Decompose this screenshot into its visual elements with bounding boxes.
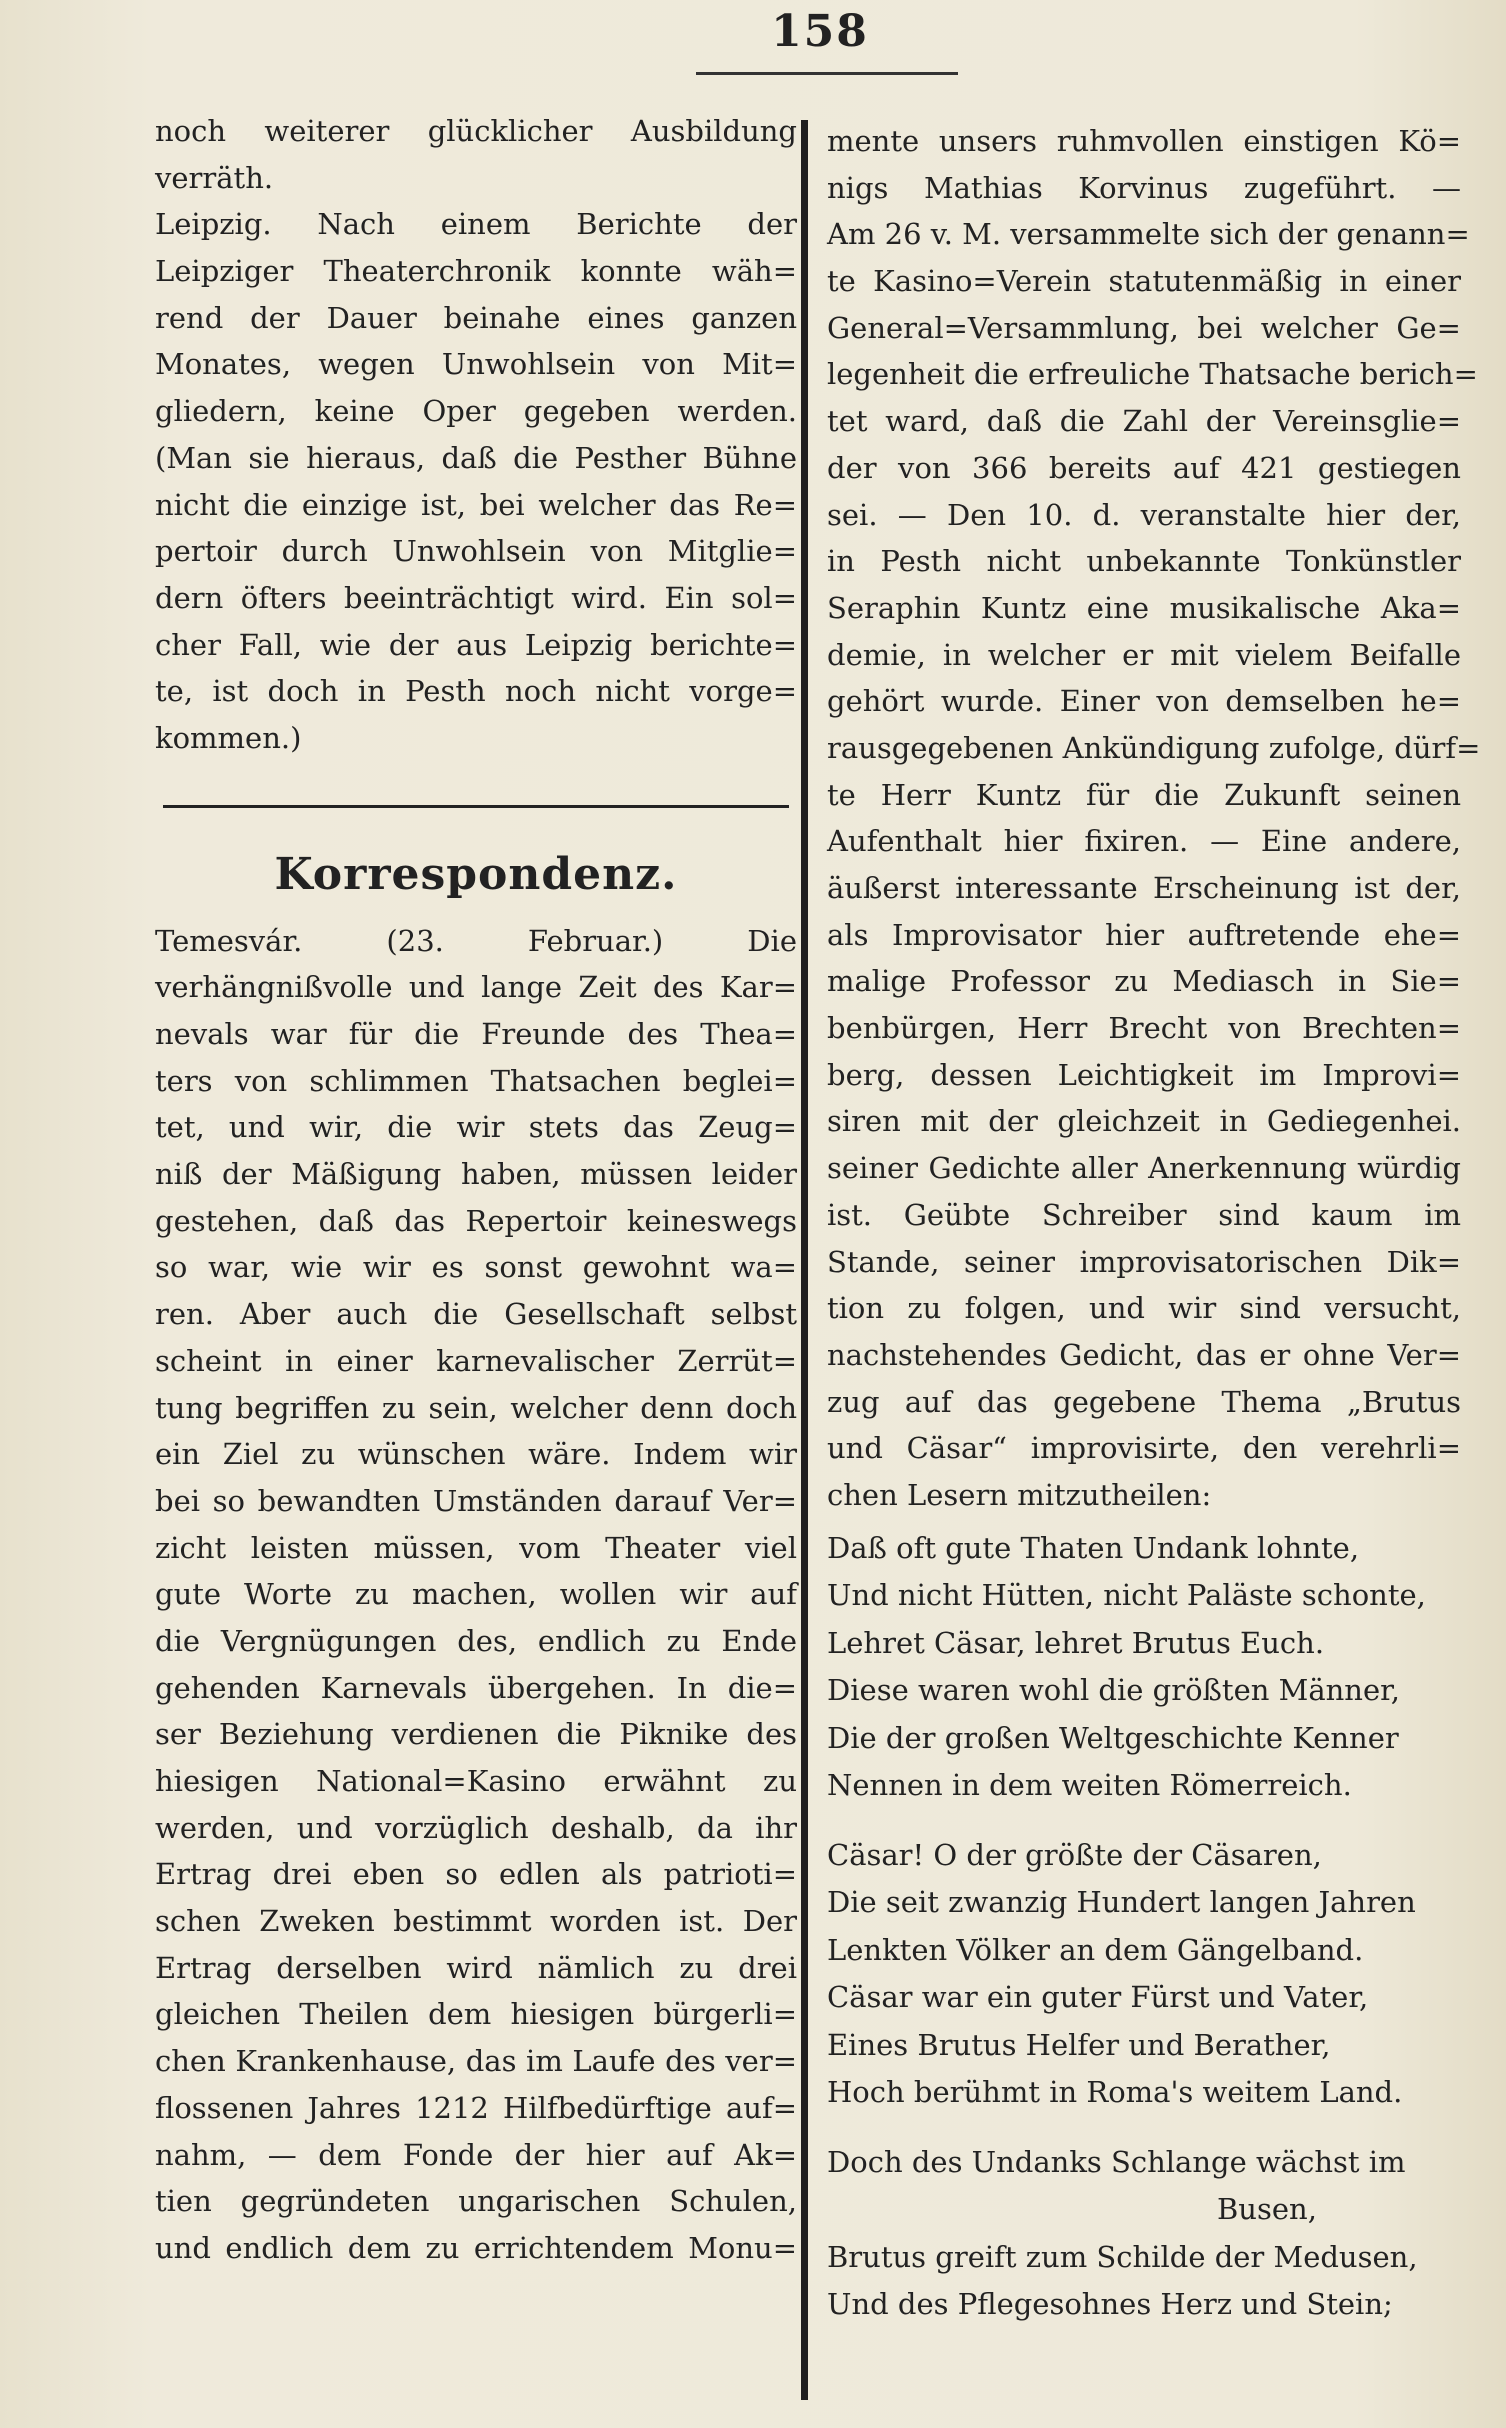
text-line: ist. Geübte Schreiber sind kaum im [827, 1197, 1461, 1232]
text-line: rend der Dauer beinahe eines ganzen [155, 300, 797, 335]
text-line: demie, in welcher er mit vielem Beifalle [827, 637, 1461, 672]
text-line: so war, wie wir es sonst gewohnt wa= [155, 1250, 797, 1285]
text-line: Cäsar! O der größte der Cäsaren, [827, 1837, 1322, 1872]
text-line: Und nicht Hütten, nicht Paläste schonte, [827, 1578, 1426, 1613]
text-line: Seraphin Kuntz eine musikalische Aka= [827, 590, 1461, 625]
text-line: die Vergnügungen des, endlich zu Ende [155, 1623, 797, 1658]
text-line: gehört wurde. Einer von demselben he= [827, 684, 1461, 719]
text-line: gestehen, daß das Repertoir keineswegs [155, 1203, 797, 1238]
text-line: ein Ziel zu wünschen wäre. Indem wir [155, 1437, 797, 1472]
text-line: gliedern, keine Oper gegeben werden. [155, 394, 797, 429]
text-line: Diese waren wohl die größten Männer, [827, 1673, 1401, 1708]
right-column [827, 118, 1481, 2351]
text-line: und endlich dem zu errichtendem Monu= [155, 2230, 797, 2265]
text-line: Am 26 v. M. versammelte sich der genann= [827, 217, 1470, 252]
left-column [155, 108, 797, 2272]
text-line: verhängnißvolle und lange Zeit des Kar= [155, 970, 797, 1005]
text-line: ser Beziehung verdienen die Piknike des [155, 1717, 797, 1752]
column-divider [801, 120, 808, 2400]
text-line: malige Professor zu Mediasch in Sie= [827, 964, 1461, 999]
text-line: gehenden Karnevals übergehen. In die= [155, 1670, 797, 1705]
text-line: Eines Brutus Helfer und Berather, [827, 2027, 1331, 2062]
text-line: Aufenthalt hier fixiren. — Eine andere, [827, 824, 1461, 859]
text-line: te, ist doch in Pesth noch nicht vorge= [155, 674, 797, 709]
text-line: Daß oft gute Thaten Undank lohnte, [827, 1530, 1360, 1565]
text-line: siren mit der gleichzeit in Gediegenhei. [827, 1104, 1461, 1139]
text-line: Die seit zwanzig Hundert langen Jahren [827, 1885, 1416, 1920]
text-line: bei so bewandten Umständen darauf Ver= [155, 1483, 797, 1518]
text-line: werden, und vorzüglich deshalb, da ihr [155, 1810, 797, 1845]
text-line: nahm, — dem Fonde der hier auf Ak= [155, 2137, 797, 2172]
text-line: pertoir durch Unwohlsein von Mitglie= [155, 534, 797, 569]
text-line: dern öfters beeinträchtigt wird. Ein sol= [155, 580, 797, 615]
text-line: hiesigen National=Kasino erwähnt zu [155, 1764, 797, 1798]
text-line: gute Worte zu machen, wollen wir auf [155, 1577, 797, 1612]
text-line: Lehret Cäsar, lehret Brutus Euch. [827, 1625, 1325, 1660]
text-line: nevals war für die Freunde des Thea= [155, 1017, 797, 1051]
text-line: und Cäsar“ improvisirte, den verehrli= [827, 1431, 1461, 1466]
text-line: tung begriffen zu sein, welcher denn doch [155, 1390, 797, 1425]
text-line: tion zu folgen, und wir sind versucht, [827, 1291, 1461, 1326]
text-line: Temesvár. (23. Februar.) Die [155, 923, 797, 958]
header-rule [696, 72, 958, 75]
text-line: noch weiterer glücklicher Ausbildung [155, 114, 797, 148]
text-line: zicht leisten müssen, vom Theater viel [155, 1530, 797, 1565]
text-line: mente unsers ruhmvollen einstigen Kö= [827, 124, 1461, 158]
text-line: Ertrag derselben wird nämlich zu drei [155, 1950, 797, 1985]
left-article-text [155, 108, 797, 762]
text-line: der von 366 bereits auf 421 gestiegen [827, 450, 1461, 485]
text-line: Leipzig. Nach einem Berichte der [155, 207, 797, 242]
correspondence-text [155, 918, 797, 2272]
text-line: te Herr Kuntz für die Zukunft seinen [827, 777, 1461, 812]
text-line: berg, dessen Leichtigkeit im Improvi= [827, 1057, 1461, 1092]
text-line: sei. — Den 10. d. veranstalte hier der, [827, 497, 1461, 532]
text-line: ren. Aber auch die Gesellschaft selbst [155, 1297, 797, 1332]
section-heading: Korrespondenz. [274, 848, 678, 900]
text-line: niß der Mäßigung haben, müssen leider [155, 1157, 797, 1192]
text-line: benbürgen, Herr Brecht von Brechten= [827, 1011, 1461, 1046]
text-line: in Pesth nicht unbekannte Tonkünstler [827, 544, 1461, 579]
text-line: (Man sie hieraus, daß die Pesther Bühne [155, 440, 797, 475]
text-line: Cäsar war ein guter Fürst und Vater, [827, 1980, 1369, 2015]
text-line: rausgegebenen Ankündigung zufolge, dürf= [827, 730, 1481, 765]
text-line: cher Fall, wie der aus Leipzig berichte= [155, 627, 797, 662]
text-line: Stande, seiner improvisatorischen Dik= [827, 1244, 1461, 1279]
text-line: nigs Mathias Korvinus zugeführt. — [827, 170, 1461, 205]
text-line: Ertrag drei eben so edlen als patrioti= [155, 1857, 797, 1892]
text-line: Brutus greift zum Schilde der Medusen, [827, 2239, 1418, 2274]
text-line: te Kasino=Verein statutenmäßig in einer [827, 264, 1461, 299]
text-line: äußerst interessante Erscheinung ist der, [827, 871, 1461, 905]
text-line: chen Lesern mitzutheilen: [827, 1477, 1212, 1512]
text-line: tet ward, daß die Zahl der Vereinsglie= [827, 404, 1461, 439]
text-line: Busen, [1217, 2192, 1317, 2227]
text-line: nicht die einzige ist, bei welcher das Re= [155, 487, 797, 522]
text-line: seiner Gedichte aller Anerkennung würdig [827, 1151, 1461, 1186]
text-line: tet, und wir, die wir stets das Zeug= [155, 1110, 797, 1145]
text-line: gleichen Theilen dem hiesigen bürgerli= [155, 1997, 797, 2032]
section-divider [163, 805, 789, 808]
text-line: zug auf das gegebene Thema „Brutus [827, 1384, 1461, 1419]
text-line: Doch des Undanks Schlange wächst im [827, 2144, 1406, 2179]
text-line: Lenkten Völker an dem Gängelband. [827, 1932, 1364, 1967]
text-line: Hoch berühmt in Roma's weitem Land. [827, 2075, 1403, 2110]
text-line: scheint in einer karnevalischer Zerrüt= [155, 1343, 797, 1378]
text-line: Und des Pflegesohnes Herz und Stein; [827, 2287, 1393, 2322]
text-line: legenheit die erfreuliche Thatsache berich= [827, 357, 1478, 392]
text-line: schen Zweken bestimmt worden ist. Der [155, 1904, 797, 1939]
poem-stanza-3 [827, 2139, 1461, 2329]
text-line: verräth. [155, 160, 274, 195]
poem [827, 1525, 1461, 2329]
poem-stanza-1 [827, 1525, 1461, 1810]
text-line: kommen.) [155, 720, 302, 755]
text-line: nachstehendes Gedicht, das er ohne Ver= [827, 1337, 1461, 1372]
text-line: tien gegründeten ungarischen Schulen, [155, 2184, 797, 2219]
text-line: ters von schlimmen Thatsachen beglei= [155, 1063, 797, 1098]
text-line: General=Versammlung, bei welcher Ge= [827, 310, 1461, 345]
text-line: Leipziger Theaterchronik konnte wäh= [155, 254, 797, 289]
correspondence-continued-text [827, 118, 1481, 1519]
text-line: Monates, wegen Unwohlsein von Mit= [155, 347, 797, 382]
text-line: chen Krankenhause, das im Laufe des ver= [155, 2044, 797, 2079]
text-line: flossenen Jahres 1212 Hilfbedürftige auf= [155, 2090, 797, 2125]
text-line: Nennen in dem weiten Römerreich. [827, 1768, 1352, 1803]
page-number: 158 [771, 6, 869, 57]
text-line: Die der großen Weltgeschichte Kenner [827, 1720, 1399, 1755]
text-line: als Improvisator hier auftretende ehe= [827, 917, 1461, 952]
poem-stanza-2 [827, 1832, 1461, 2117]
